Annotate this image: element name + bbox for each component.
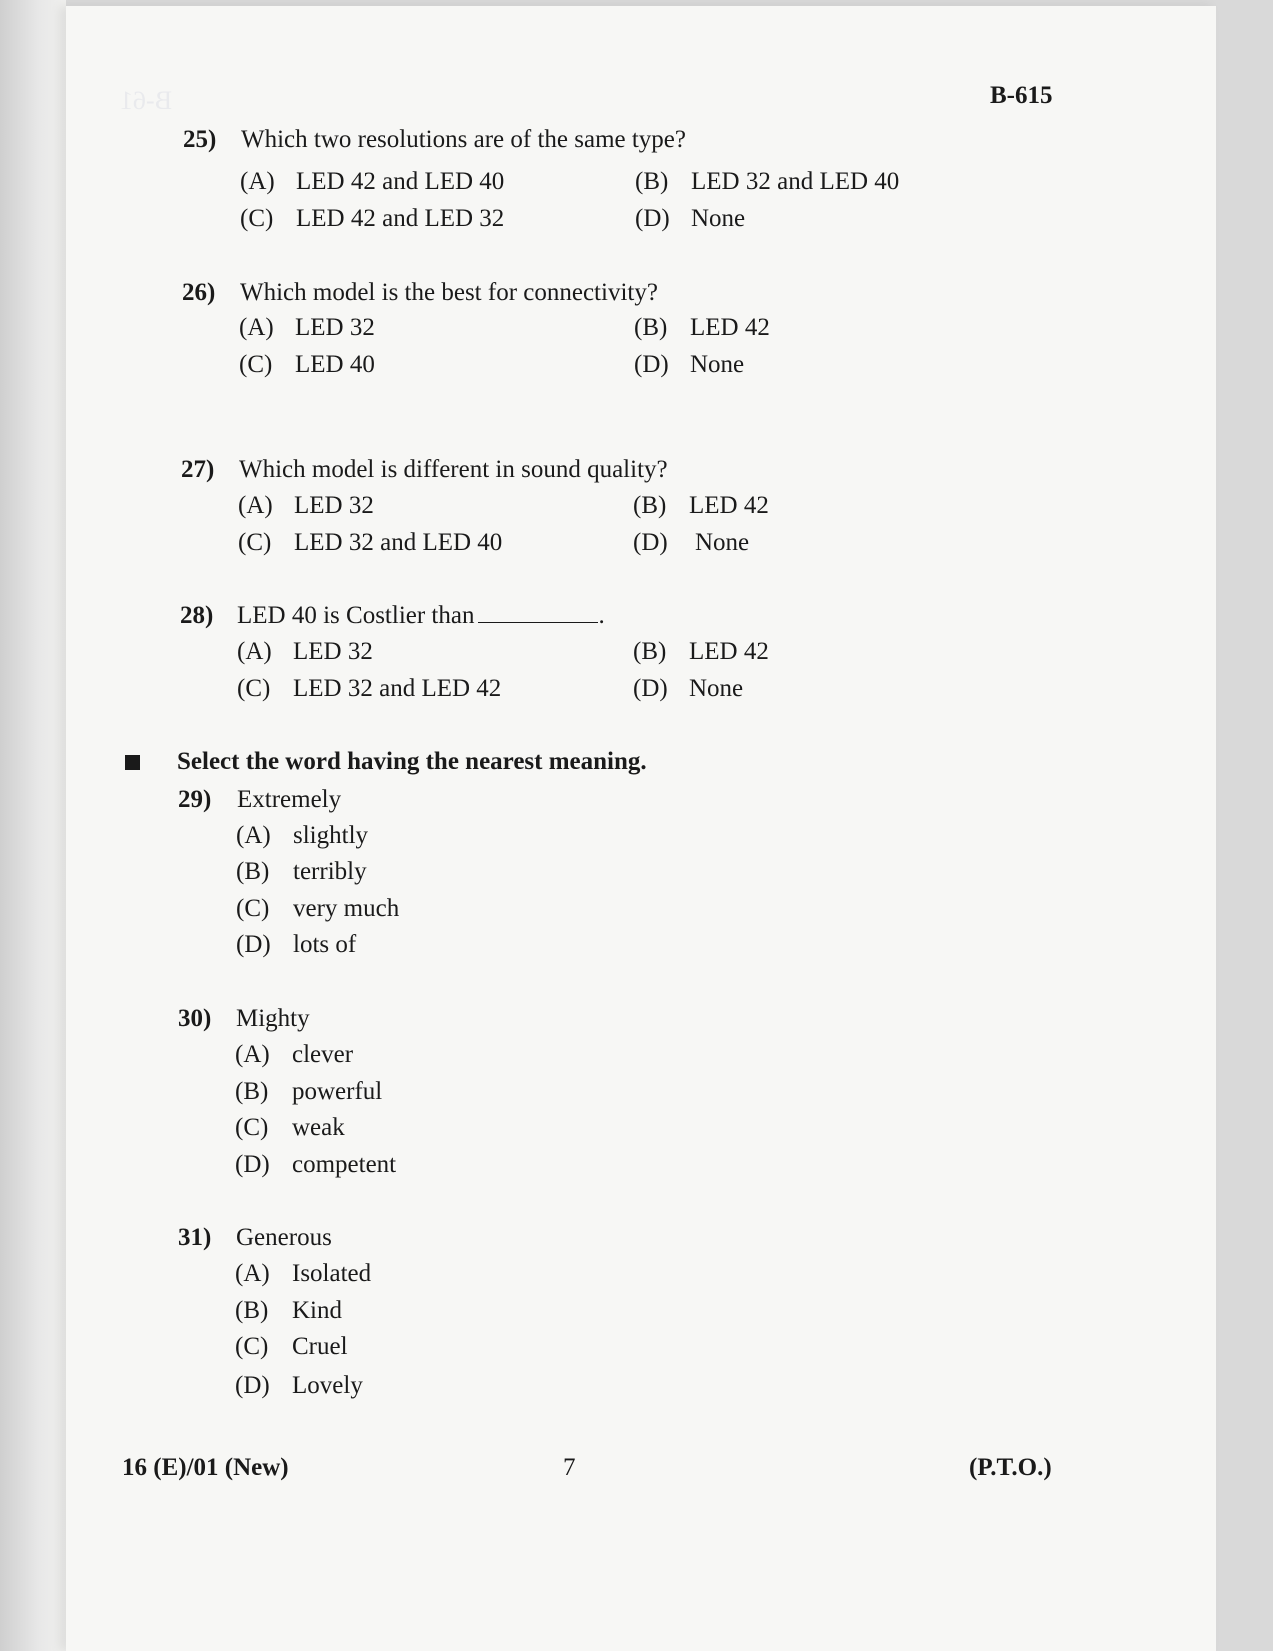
option-text: None xyxy=(691,205,746,232)
option-text: LED 32 and LED 40 xyxy=(691,168,900,195)
option-text: None xyxy=(689,675,744,702)
question-text xyxy=(237,602,605,630)
option-text: None xyxy=(695,529,750,556)
option-letter: (C) xyxy=(239,351,273,378)
option-text: LED 32 xyxy=(294,492,374,519)
question-number: 30) xyxy=(178,1005,212,1032)
option-text: None xyxy=(690,351,745,378)
option-text: LED 40 xyxy=(295,351,375,378)
option-letter: (D) xyxy=(633,675,668,702)
footer-paper-id: 16 (E)/01 (New) xyxy=(122,1454,289,1481)
option-letter: (B) xyxy=(634,314,668,341)
option-letter: (A) xyxy=(235,1260,270,1287)
option-letter: (C) xyxy=(238,529,272,556)
page-number: 7 xyxy=(563,1454,576,1481)
option-text: Lovely xyxy=(292,1372,363,1399)
question-number: 28) xyxy=(180,602,214,629)
question-text: Which model is different in sound quality? xyxy=(239,456,668,483)
question-number: 29) xyxy=(178,786,212,813)
option-letter: (D) xyxy=(236,931,271,958)
option-text: Kind xyxy=(292,1297,342,1324)
option-letter: (B) xyxy=(633,492,667,519)
option-text: LED 32 and LED 40 xyxy=(294,529,503,556)
option-text: LED 32 and LED 42 xyxy=(293,675,502,702)
option-letter: (A) xyxy=(236,822,271,849)
question-number: 27) xyxy=(181,456,215,483)
option-letter: (D) xyxy=(633,529,668,556)
option-letter: (B) xyxy=(236,858,270,885)
question-text-end: . xyxy=(598,602,605,629)
option-letter: (B) xyxy=(633,638,667,665)
option-text: competent xyxy=(292,1151,397,1178)
bullet-square-icon xyxy=(125,755,140,770)
option-letter: (B) xyxy=(235,1078,269,1105)
option-letter: (D) xyxy=(635,205,670,232)
question-text-main: LED 40 is Costlier than xyxy=(237,602,475,629)
scan-edge xyxy=(0,0,66,1651)
option-letter: (D) xyxy=(634,351,669,378)
option-letter: (B) xyxy=(235,1297,269,1324)
option-letter: (A) xyxy=(239,314,274,341)
option-text: LED 32 xyxy=(293,638,373,665)
option-letter: (C) xyxy=(235,1114,269,1141)
option-text: Cruel xyxy=(292,1333,348,1360)
option-letter: (C) xyxy=(236,895,270,922)
option-letter: (A) xyxy=(235,1041,270,1068)
option-text: slightly xyxy=(293,822,369,849)
option-text: LED 32 xyxy=(295,314,375,341)
question-text: Extremely xyxy=(237,786,342,813)
option-letter: (D) xyxy=(235,1151,270,1178)
option-text: LED 42 xyxy=(689,638,769,665)
option-letter: (A) xyxy=(238,492,273,519)
question-number: 25) xyxy=(183,126,217,153)
paper-code: B-615 xyxy=(990,82,1053,109)
option-letter: (D) xyxy=(235,1372,270,1399)
option-text: very much xyxy=(293,895,400,922)
question-text: Which model is the best for connectivity? xyxy=(240,279,658,306)
question-text: Mighty xyxy=(236,1005,310,1032)
bleed-through-mark: B-61 xyxy=(120,86,172,115)
option-letter: (C) xyxy=(235,1333,269,1360)
answer-blank xyxy=(478,604,598,623)
section-instruction: Select the word having the nearest meaning. xyxy=(177,748,647,775)
option-text: clever xyxy=(292,1041,354,1068)
option-letter: (C) xyxy=(237,675,271,702)
question-number: 26) xyxy=(182,279,216,306)
option-text: terribly xyxy=(293,858,367,885)
question-text: Which two resolutions are of the same type? xyxy=(241,126,686,153)
option-text: LED 42 xyxy=(690,314,770,341)
option-text: lots of xyxy=(293,931,357,958)
option-text: powerful xyxy=(292,1078,383,1105)
option-letter: (A) xyxy=(237,638,272,665)
option-text: Isolated xyxy=(292,1260,372,1287)
question-text: Generous xyxy=(236,1224,332,1251)
question-number: 31) xyxy=(178,1224,212,1251)
option-text: weak xyxy=(292,1114,345,1141)
option-text: LED 42 and LED 40 xyxy=(296,168,505,195)
option-letter: (C) xyxy=(240,205,274,232)
option-text: LED 42 xyxy=(689,492,769,519)
footer-pto: (P.T.O.) xyxy=(969,1454,1052,1481)
option-letter: (A) xyxy=(240,168,275,195)
option-text: LED 42 and LED 32 xyxy=(296,205,505,232)
option-letter: (B) xyxy=(635,168,669,195)
